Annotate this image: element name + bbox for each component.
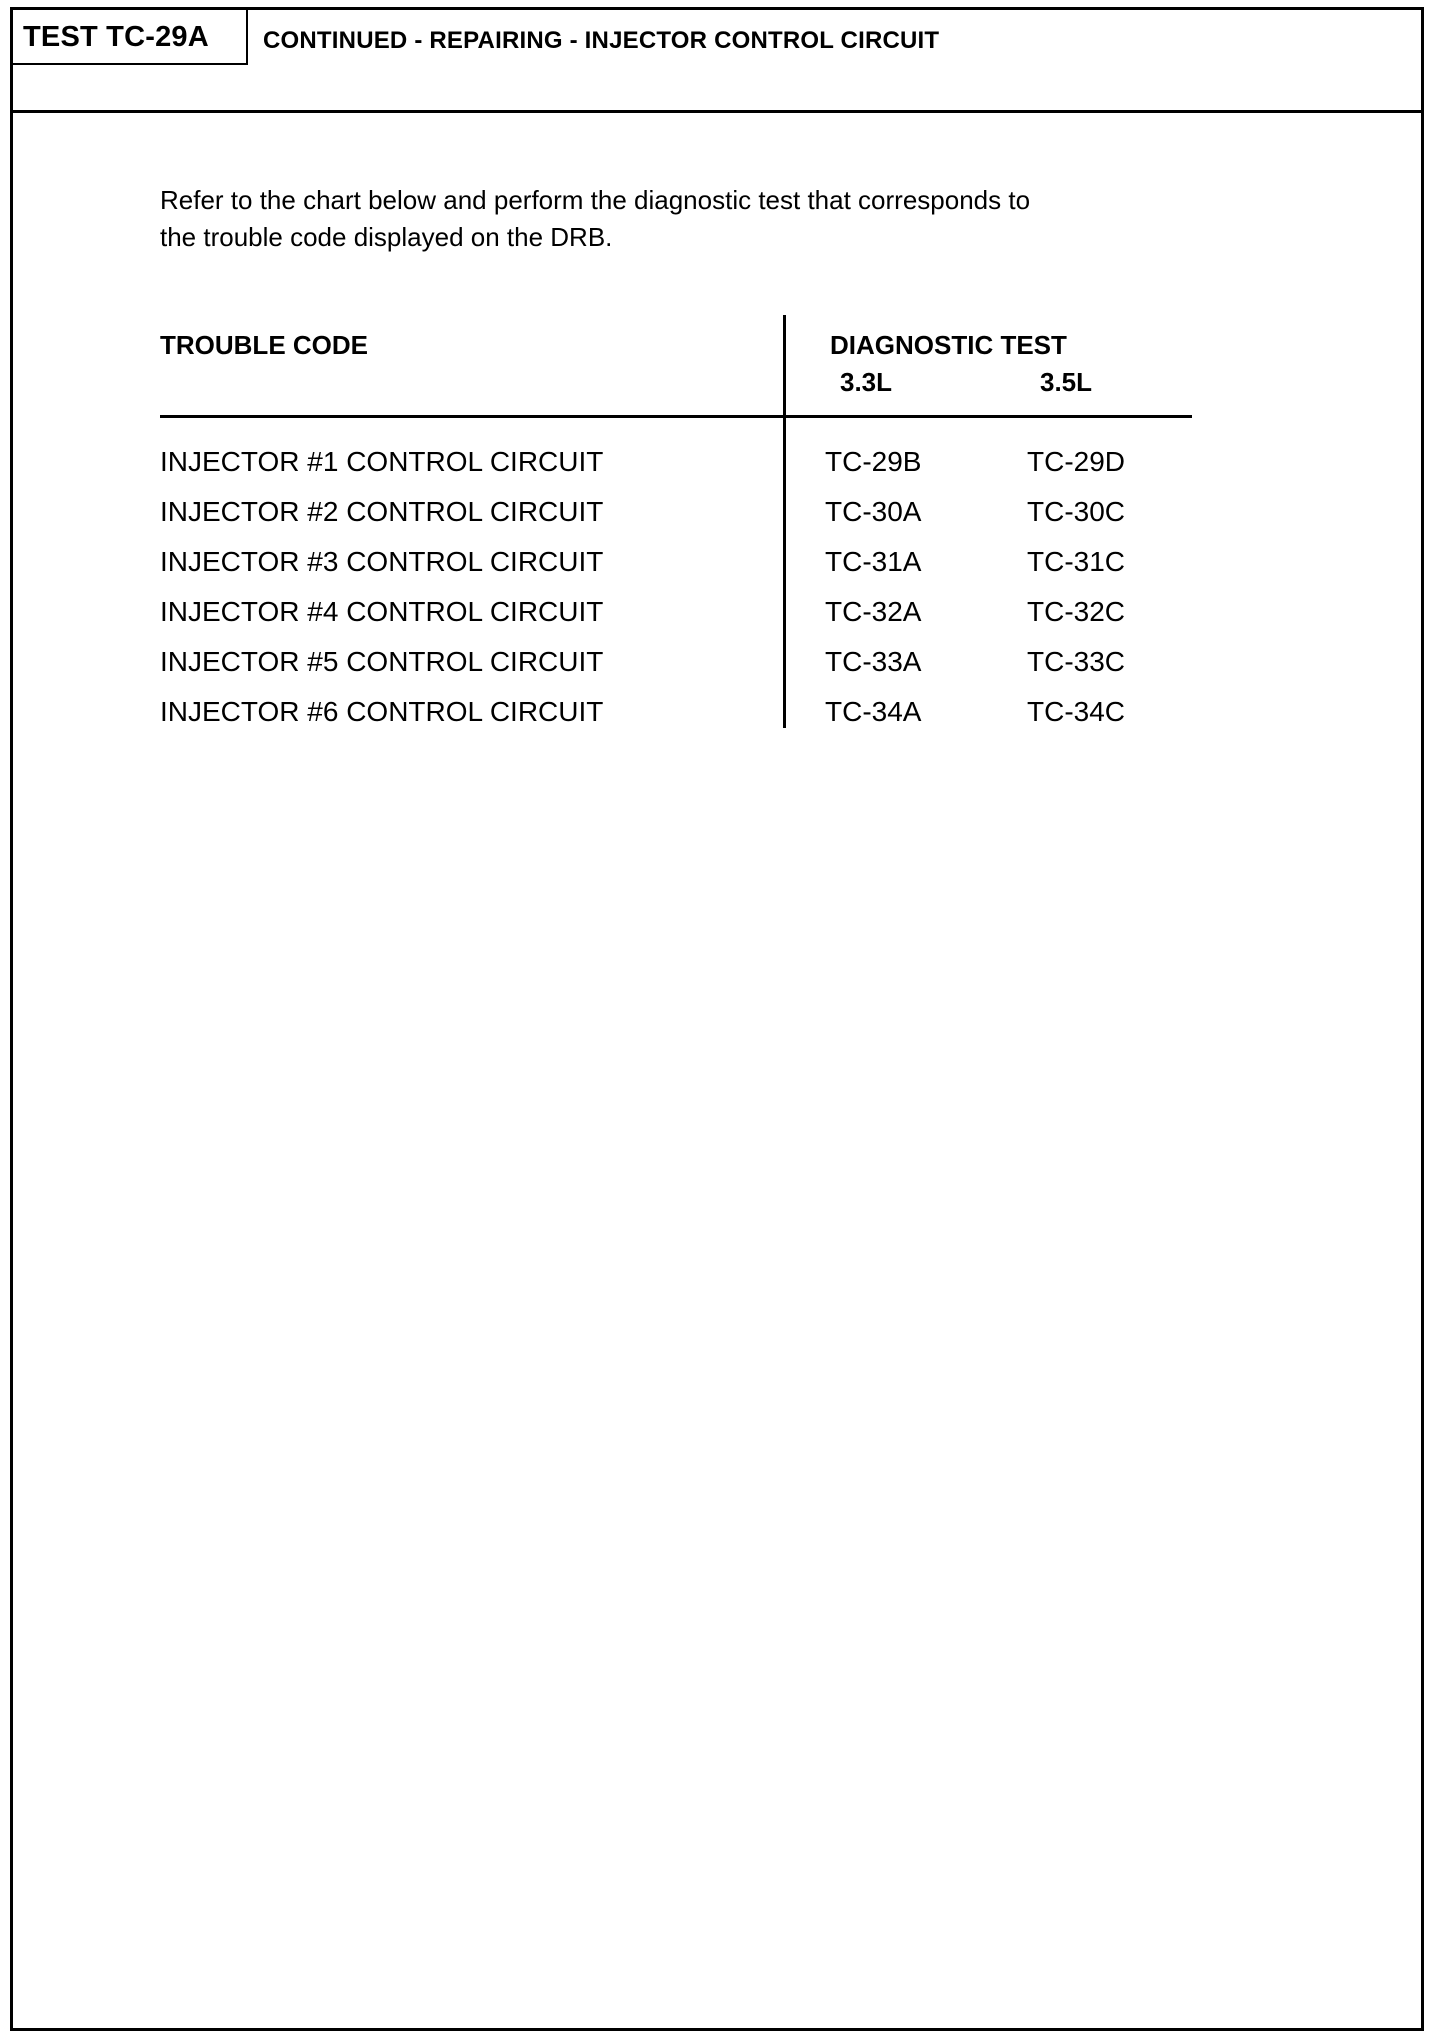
intro-paragraph bbox=[160, 182, 1240, 256]
column-header-trouble-code: TROUBLE CODE bbox=[160, 330, 368, 360]
trouble-code: INJECTOR #5 CONTROL CIRCUIT bbox=[160, 646, 604, 677]
test-3-5l: TC-34C bbox=[1027, 696, 1126, 727]
test-3-5l: TC-31C bbox=[1027, 546, 1126, 577]
test-3-3l: TC-29B bbox=[825, 446, 922, 477]
table-row bbox=[160, 487, 1190, 537]
trouble-code: INJECTOR #1 CONTROL CIRCUIT bbox=[160, 446, 604, 477]
test-3-3l: TC-33A bbox=[825, 646, 922, 677]
trouble-code: INJECTOR #3 CONTROL CIRCUIT bbox=[160, 546, 604, 577]
test-3-5l: TC-30C bbox=[1027, 496, 1126, 527]
table-row bbox=[160, 437, 1190, 487]
table-row bbox=[160, 637, 1190, 687]
table-row bbox=[160, 537, 1190, 587]
test-3-3l: TC-31A bbox=[825, 546, 922, 577]
page-title: CONTINUED - REPAIRING - INJECTOR CONTROL CIRCUIT bbox=[263, 27, 940, 54]
trouble-code: INJECTOR #2 CONTROL CIRCUIT bbox=[160, 496, 604, 527]
test-3-3l: TC-34A bbox=[825, 696, 922, 727]
header-band bbox=[13, 10, 1421, 113]
test-3-5l: TC-29D bbox=[1027, 446, 1126, 477]
table-row bbox=[160, 687, 1190, 737]
test-3-5l: TC-32C bbox=[1027, 596, 1126, 627]
intro-line-1: Refer to the chart below and perform the diagnostic test that corresponds to bbox=[160, 185, 1031, 215]
diagnostic-chart bbox=[160, 315, 1190, 735]
trouble-code: INJECTOR #4 CONTROL CIRCUIT bbox=[160, 596, 604, 627]
subheader-3-5l: 3.5L bbox=[1040, 367, 1093, 397]
table-row bbox=[160, 587, 1190, 637]
test-id: TEST TC-29A bbox=[13, 10, 248, 65]
page-frame bbox=[10, 7, 1424, 2031]
test-3-3l: TC-32A bbox=[825, 596, 922, 627]
intro-line-2: the trouble code displayed on the DRB. bbox=[160, 222, 613, 252]
header-rule bbox=[160, 415, 1192, 418]
subheader-3-3l: 3.3L bbox=[840, 367, 893, 397]
test-3-3l: TC-30A bbox=[825, 496, 922, 527]
test-3-5l: TC-33C bbox=[1027, 646, 1126, 677]
chart-rows bbox=[160, 437, 1190, 737]
column-header-diagnostic-test: DIAGNOSTIC TEST bbox=[830, 330, 1067, 360]
trouble-code: INJECTOR #6 CONTROL CIRCUIT bbox=[160, 696, 604, 727]
